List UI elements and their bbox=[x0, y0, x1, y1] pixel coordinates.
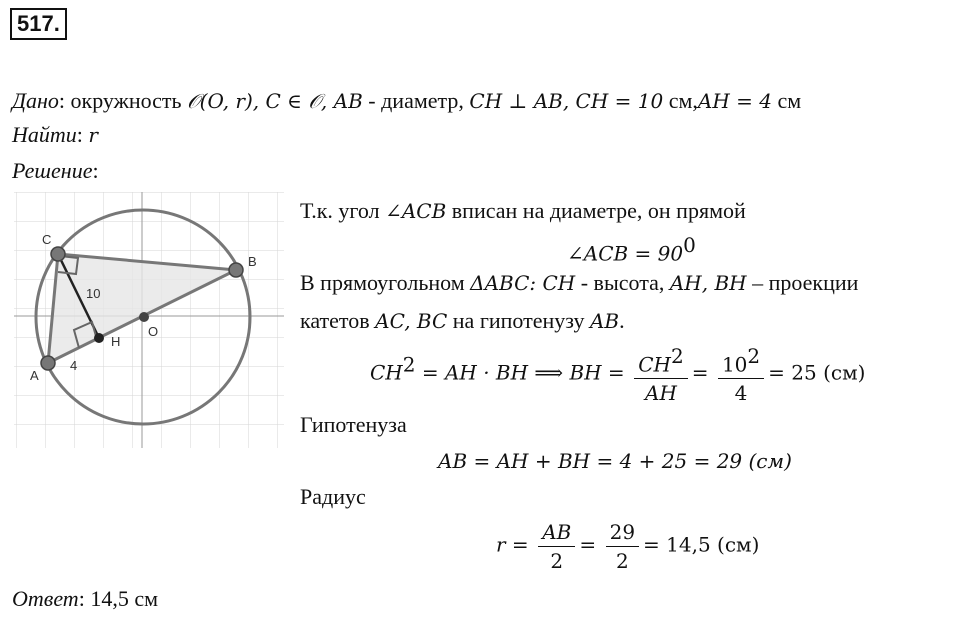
geometry-figure bbox=[14, 192, 284, 448]
solution-sep: : bbox=[92, 158, 99, 183]
answer-line bbox=[12, 584, 158, 614]
eq1-fraction-2 bbox=[718, 342, 764, 407]
equation-3 bbox=[496, 518, 759, 575]
given-unit2: см bbox=[772, 88, 802, 113]
label-ch-length: 10 bbox=[86, 286, 101, 301]
label-h: H bbox=[111, 334, 121, 349]
eq3-r: r = bbox=[496, 532, 529, 557]
find-sep: : bbox=[76, 122, 89, 147]
point-o bbox=[139, 312, 149, 322]
eq1-f2-num: 10 bbox=[721, 352, 748, 377]
eq1-equals: = bbox=[691, 360, 709, 385]
equation-1 bbox=[370, 342, 865, 407]
step-3-b: - высота, bbox=[575, 270, 670, 295]
solution-line bbox=[12, 156, 99, 186]
eq1-f1-den: AH bbox=[645, 381, 677, 406]
angle-equation bbox=[567, 230, 696, 268]
step-1 bbox=[300, 196, 746, 226]
step-4-e: . bbox=[619, 308, 625, 333]
eq1-f2-den: 4 bbox=[734, 381, 748, 406]
find-label: Найти bbox=[12, 122, 77, 147]
label-ah-length: 4 bbox=[70, 358, 78, 373]
find-line bbox=[12, 120, 98, 150]
given-line bbox=[12, 86, 801, 116]
eq1-result: = 25 (см) bbox=[768, 360, 866, 385]
step-3-a: В прямоугольном bbox=[300, 270, 471, 295]
eq3-f2-num: 29 bbox=[606, 518, 639, 547]
given-label: Дано bbox=[12, 88, 59, 113]
step-3-c: AH, BH bbox=[669, 271, 747, 295]
step-3 bbox=[300, 268, 858, 298]
solution-label: Решение bbox=[12, 158, 93, 183]
step-4-a: катетов bbox=[300, 308, 376, 333]
step-1-b: вписан на диаметре, он прямой bbox=[446, 198, 746, 223]
find-value: r bbox=[88, 123, 98, 147]
label-b: B bbox=[248, 254, 257, 269]
eq1-main: = AH · BH ⟹ BH = bbox=[415, 360, 625, 385]
point-a bbox=[41, 356, 55, 370]
step-1-angle: ∠ACB bbox=[385, 199, 447, 223]
given-text-prefix: : окружность bbox=[58, 88, 188, 113]
label-c: C bbox=[42, 232, 52, 247]
answer-sep: : bbox=[78, 586, 91, 611]
eq1-fraction-1 bbox=[634, 342, 687, 407]
eq3-f1-num: AB bbox=[538, 518, 575, 547]
eq1-ch-sup: 2 bbox=[402, 352, 416, 377]
eq2-main: AB = AH + BH = 4 + 25 = 29 (см) bbox=[438, 449, 792, 473]
angle-eq-main: ∠ACB = 90 bbox=[567, 241, 684, 266]
point-h bbox=[94, 333, 104, 343]
radius-label: Радиус bbox=[300, 484, 366, 509]
eq1-ch: CH bbox=[370, 360, 403, 385]
step-4-b: AC, BC bbox=[375, 309, 448, 333]
angle-eq-degree: 0 bbox=[683, 233, 696, 257]
step-4-d: AB bbox=[589, 309, 620, 333]
eq3-f1-den: 2 bbox=[550, 549, 564, 573]
point-b bbox=[229, 263, 243, 277]
eq3-result: = 14,5 (см) bbox=[643, 532, 760, 557]
step-3-tri: ΔABC: CH bbox=[470, 271, 576, 295]
eq3-fraction-1 bbox=[538, 518, 575, 575]
label-o: O bbox=[148, 324, 159, 339]
problem-number: 517. bbox=[10, 8, 67, 40]
point-c bbox=[51, 247, 65, 261]
label-a: A bbox=[30, 368, 39, 383]
eq3-equals: = bbox=[579, 532, 597, 557]
given-text-mid: - диаметр, bbox=[362, 88, 470, 113]
given-expr3: AH = 4 bbox=[697, 89, 772, 113]
answer-label: Ответ bbox=[12, 586, 79, 611]
eq1-f1-num: CH bbox=[638, 352, 671, 377]
given-expr2: CH ⊥ AB, CH = 10 bbox=[469, 89, 664, 113]
given-unit1: см, bbox=[663, 88, 698, 113]
figure-svg bbox=[14, 192, 284, 448]
eq1-f2-num-sup: 2 bbox=[747, 344, 761, 368]
eq3-fraction-2 bbox=[606, 518, 639, 575]
equation-2 bbox=[438, 446, 792, 476]
step-4 bbox=[300, 306, 625, 336]
step-1-a: Т.к. угол bbox=[300, 198, 386, 223]
step-4-c: на гипотенузу bbox=[447, 308, 590, 333]
answer-value: 14,5 см bbox=[90, 586, 158, 611]
given-expr: 𝒪(O, r), C ∈ 𝒪, AB bbox=[187, 89, 363, 113]
eq3-f2-den: 2 bbox=[615, 549, 629, 573]
step-3-d: – проекции bbox=[746, 270, 859, 295]
hypotenuse-label: Гипотенуза bbox=[300, 412, 407, 437]
eq1-f1-num-sup: 2 bbox=[670, 344, 684, 368]
